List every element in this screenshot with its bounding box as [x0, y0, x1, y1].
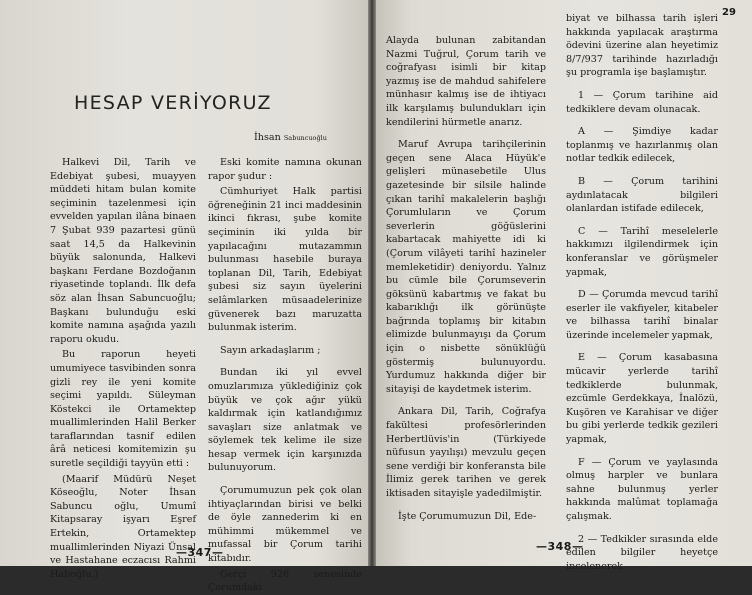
- program-subitem: E — Çorum kasabasına mücavir yerlerde tarihî tedkiklerde bulunmak, ezcümle Gerdekkaya, İnalözü, Kuşören ve Karahisar ve diğer bu gibi yerlerde tedkik gezileri yapmak,: [566, 352, 718, 446]
- salutation: Sayın arkadaşlarım ;: [220, 344, 321, 356]
- paragraph: Cümhuriyet Halk partisi öğreneğinin 21 inci maddesinin ikinci fıkrası, şube komite seçiminin iki yılda bir yapılacağını mutazammın bulunması hasebile buraya toplanan Dil, Tarih, Edebiyat şubesi siz sayın üyelerini selâmlarken müsaadelerinize güvenerek bazı maruzatta bulunmak isterim.: [208, 186, 362, 334]
- paragraph: Bundan iki yıl evvel omuzlarımıza yüklediğiniz çok büyük ve çok ağır yükü kaldırmak için katlandığımız savaşları size anlatmak ve söylemek tek kelime ile size hesap vermek için karşınızda bulunuyorum.: [208, 367, 362, 474]
- book-gutter: [368, 0, 376, 566]
- author-surname: Sabuncuoğlu: [283, 134, 327, 142]
- program-item: 2 — Tedkikler sırasında elde edilen bilgiler heyetçe incelenerek: [566, 533, 718, 572]
- author-name: İhsan: [254, 132, 281, 143]
- page-corner-number: 29: [722, 7, 736, 18]
- paragraph: Bu raporun heyeti umumiyece tasvibinden sonra gizli rey ile yeni komite seçimi yapıldı. Süleyman Köstekci ile Ortamektep muallimlerinden Halil Berker taraflarından tasnif edilen ârâ neticesi komitemizin şu suretle seçildiği tayyün etti :: [50, 349, 196, 470]
- article-author: [254, 132, 327, 143]
- paragraph: Maruf Avrupa tarihçilerinin geçen sene Alaca Hüyük'e gelişleri münasebetile Ulus gazetesinde bir silsile halinde çıkan tarihî makalelerin başlığı Çorumluların ve Çorum severlerin göğüslerini kabartacak mahiyette idi ki (Çorum vilâyeti tarihî hazineler memleketidir) deniyordu. Yalnız bu cümle bile Çorumseverin göksünü kabartmış ve fakat bu kabarıklığı ilk görünüşte bağrında toplamış bir kitabın elimizde bulunmayışı da Çorum için o nisbette sönüklüğü göstermiş bulunuyordu. Yurdumuz hakkında diğer bir sitayişi de kaydetmek isterim.: [386, 139, 546, 395]
- program-subitem: D — Çorumda mevcud tarihî eserler ile vakfiyeler, kitabeler ve bilhassa tarihî binalar üzerinde incelemeler yapmak,: [566, 289, 718, 341]
- paragraph: Alaydа bulunan zabitandan Nazmi Tuğrul, Çorum tarih ve coğrafyası isimli bir kitap yazmış ise de mahdud sahifelere münhasır kalmış ise de ihtiyacı ilk karşılamış bulundukları için kendilerini hürmetle anarız.: [386, 35, 546, 128]
- left-column-1: [50, 156, 196, 581]
- paragraph: biyat ve bilhassa tarih işleri hakkında yapılacak araştırma ödevini üzerine alan heyetimiz 8/7/937 tarihinde hazırladığı şu programla işe başlamıştır.: [566, 13, 718, 79]
- page-number-right: —348—: [536, 540, 584, 553]
- paragraph: Halkevi Dil, Tarih ve Edebiyat şubesi, muayyen müddeti hitam bulan komite seçiminin tazelenmesi için evvelden yapılan ilâna binaen 7 Şubat 939 pazartesi günü saat 14,5 da Halkevinin büyük salonunda, Halkevi başkanı Ferdane Bozdoğanın riyasetinde toplandı. İlk defa söz alan İhsan Sabuncuoğlu; Başkanı bulunduğu eski komite namına aşağıda yazılı raporu okudu.: [50, 157, 196, 345]
- paragraph: Ankara Dil, Tarih, Coğrafya fakültesi profesörlerinden Herbertlüvis'in (Türkiyede nüfusun yayılışı) mevzulu geçen sene verdiği bir konferansta bile İlimiz gerek tarihen ve gerek iktisaden sitayişle yadedilmiştir.: [386, 406, 546, 499]
- program-subitem: A — Şimdiye kadar toplanmış ve hazırlanmış olan notlar tedkik edilecek,: [566, 126, 718, 165]
- article-heading: HESAP VERİYORUZ: [74, 92, 272, 114]
- paragraph: Eski komite namına okunan rapor şudur :: [208, 157, 362, 182]
- paragraph: Çorumumuzun pek çok olan ihtiyaçlarından birisi ve belki de öyle zannederim ki en mühimmi mükemmel ve mufassal bir Çorum tarihi kitabıdır.: [208, 485, 362, 565]
- program-subitem: C — Tarihî meselelerle hakkımızı ilgilendirmek için konferanslar ve görüşmeler yapmak,: [566, 225, 718, 278]
- program-item: 1 — Çorum tarihine aid tedkiklere devam olunacak.: [566, 89, 718, 115]
- right-column-2: [566, 12, 718, 573]
- paragraph: İşte Çorumumuzun Dil, Ede-: [398, 510, 537, 522]
- page-number-left: —347—: [176, 546, 224, 559]
- paragraph: Gerçi 926 senesinde Çorumdaki: [208, 568, 362, 594]
- program-subitem: F — Çorum ve yaylasında olmuş harpler ve bunlara sahne bulunmuş yerler hakkında malûmat toplamağa çalışmak.: [566, 456, 718, 522]
- left-column-2: [208, 156, 362, 595]
- program-subitem: B — Çorum tarihini aydınlatacak bilgileri olanlardan istifade edilecek,: [566, 175, 718, 215]
- right-column-1: [386, 34, 546, 523]
- paragraph: (Maarif Müdürü Neşet Köseoğlu, Noter İhsan Sabuncu oğlu, Umumî Kitapsaray işyarı Eşref Ertekin, Ortamektep muallimlerinden Niyazi Ünsal ve Hastahane eczacısı Rahmi Haboğlu.): [50, 473, 196, 580]
